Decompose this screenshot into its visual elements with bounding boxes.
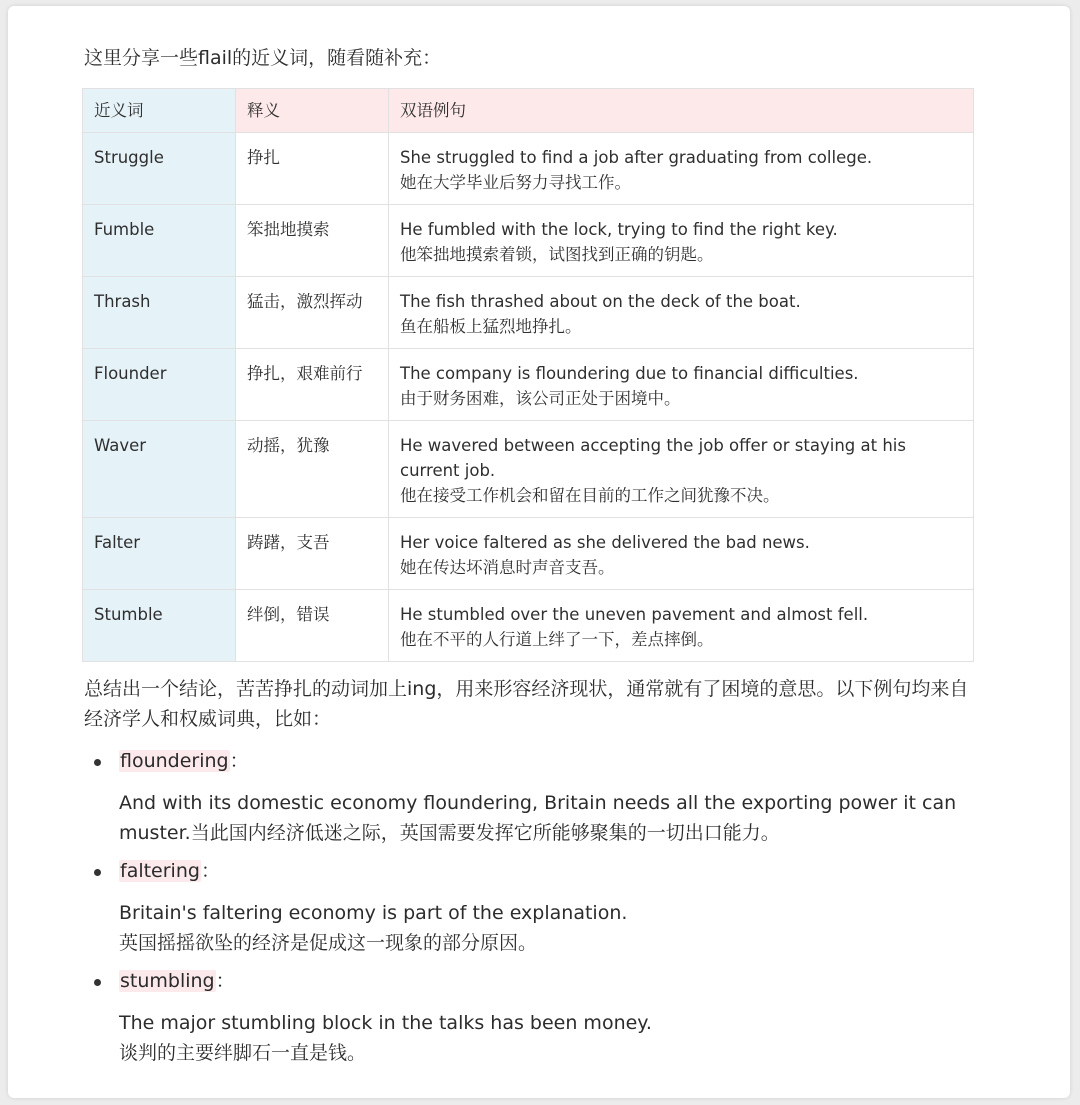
synonym-meaning: 挣扎 bbox=[236, 133, 389, 205]
example-chinese: 谈判的主要绊脚石一直是钱。 bbox=[119, 1042, 367, 1064]
example-chinese: 由于财务困难，该公司正处于困境中。 bbox=[400, 389, 681, 408]
synonym-example bbox=[389, 421, 974, 518]
header-meaning: 释义 bbox=[236, 89, 389, 133]
synonym-word: Waver bbox=[83, 421, 236, 518]
example-english: Britain's faltering economy is part of the explanation. bbox=[119, 902, 628, 924]
table-row bbox=[83, 133, 974, 205]
list-item bbox=[84, 966, 974, 1068]
synonym-example bbox=[389, 518, 974, 590]
example-english: The major stumbling block in the talks has been money. bbox=[119, 1012, 652, 1034]
table-row bbox=[83, 349, 974, 421]
example-chinese: 鱼在船板上猛烈地挣扎。 bbox=[400, 317, 582, 336]
header-example: 双语例句 bbox=[389, 89, 974, 133]
example-english: The company is floundering due to financial difficulties. bbox=[400, 364, 859, 383]
highlighted-term: stumbling bbox=[120, 970, 215, 992]
synonym-example bbox=[389, 277, 974, 349]
table-row bbox=[83, 421, 974, 518]
example-english: He fumbled with the lock, trying to find the right key. bbox=[400, 220, 838, 239]
table-row bbox=[83, 277, 974, 349]
example-english: Her voice faltered as she delivered the bad news. bbox=[400, 533, 810, 552]
synonym-example bbox=[389, 133, 974, 205]
synonym-meaning: 踌躇，支吾 bbox=[236, 518, 389, 590]
synonym-example bbox=[389, 349, 974, 421]
header-synonym: 近义词 bbox=[83, 89, 236, 133]
synonym-word: Fumble bbox=[83, 205, 236, 277]
term-colon: ： bbox=[229, 750, 249, 772]
synonym-meaning: 猛击，激烈挥动 bbox=[236, 277, 389, 349]
intro-text: 这里分享一些flail的近义词，随看随补充： bbox=[84, 47, 442, 69]
example-chinese: 英国摇摇欲坠的经济是促成这一现象的部分原因。 bbox=[119, 932, 538, 954]
example-sentence bbox=[119, 898, 974, 958]
highlighted-term: faltering bbox=[120, 860, 200, 882]
synonym-word: Flounder bbox=[83, 349, 236, 421]
synonym-example bbox=[389, 590, 974, 662]
example-english: He wavered between accepting the job offer or staying at his current job. bbox=[400, 436, 906, 480]
list-item bbox=[84, 746, 974, 848]
synonyms-table bbox=[82, 88, 974, 662]
list-item bbox=[84, 856, 974, 958]
summary-paragraph: 总结出一个结论，苦苦挣扎的动词加上ing，用来形容经济现状，通常就有了困境的意思。以下例句均来自经济学人和权威词典，比如： bbox=[84, 678, 969, 730]
bullet-icon bbox=[94, 759, 101, 766]
term-colon: ： bbox=[215, 970, 235, 992]
term-colon: ： bbox=[200, 860, 220, 882]
example-chinese: 她在大学毕业后努力寻找工作。 bbox=[400, 173, 631, 192]
table-row bbox=[83, 590, 974, 662]
synonym-meaning: 笨拙地摸索 bbox=[236, 205, 389, 277]
example-sentence bbox=[119, 1008, 974, 1068]
synonym-word: Thrash bbox=[83, 277, 236, 349]
table-row bbox=[83, 518, 974, 590]
example-chinese: 他在不平的人行道上绊了一下，差点摔倒。 bbox=[400, 630, 714, 649]
example-list bbox=[84, 746, 974, 1076]
example-chinese: 他笨拙地摸索着锁，试图找到正确的钥匙。 bbox=[400, 245, 714, 264]
example-english: And with its domestic economy floundering, Britain needs all the exporting power it can muster.当此国内经济低迷之际，英国需要发挥它所能够聚集的一切出口能力。 bbox=[119, 792, 957, 844]
synonym-meaning: 绊倒，错误 bbox=[236, 590, 389, 662]
synonym-word: Struggle bbox=[83, 133, 236, 205]
example-english: She struggled to find a job after graduating from college. bbox=[400, 148, 873, 167]
bullet-icon bbox=[94, 979, 101, 986]
example-english: The fish thrashed about on the deck of the boat. bbox=[400, 292, 801, 311]
synonym-meaning: 挣扎，艰难前行 bbox=[236, 349, 389, 421]
synonym-word: Stumble bbox=[83, 590, 236, 662]
example-english: He stumbled over the uneven pavement and almost fell. bbox=[400, 605, 869, 624]
bullet-icon bbox=[94, 869, 101, 876]
example-sentence bbox=[119, 788, 974, 848]
table-header-row bbox=[83, 89, 974, 133]
example-chinese: 她在传达坏消息时声音支吾。 bbox=[400, 558, 615, 577]
table-row bbox=[83, 205, 974, 277]
highlighted-term: floundering bbox=[120, 750, 229, 772]
synonym-word: Falter bbox=[83, 518, 236, 590]
synonym-meaning: 动摇，犹豫 bbox=[236, 421, 389, 518]
synonym-example bbox=[389, 205, 974, 277]
example-chinese: 他在接受工作机会和留在目前的工作之间犹豫不决。 bbox=[400, 486, 780, 505]
